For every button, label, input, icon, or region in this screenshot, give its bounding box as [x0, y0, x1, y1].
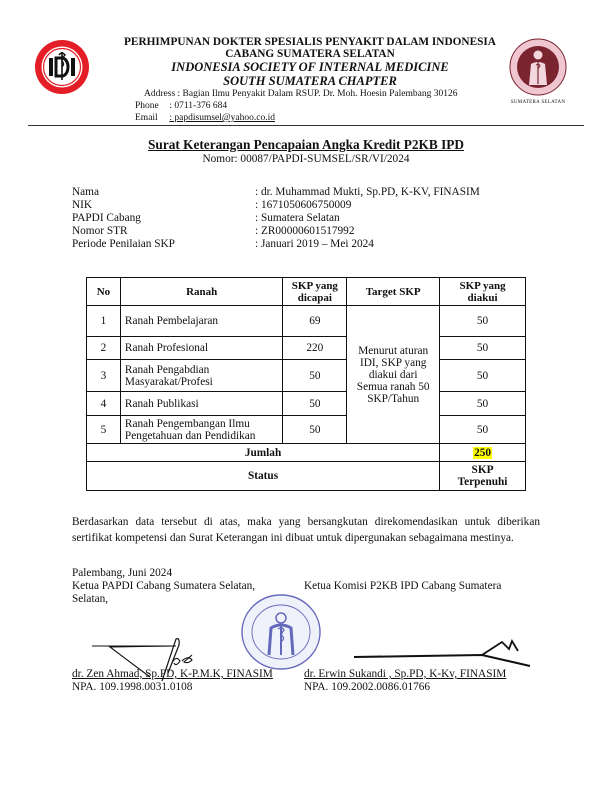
col-diakui: SKP yang diakui	[440, 278, 526, 306]
papdi-logo-caption: SUMATERA SELATAN	[510, 100, 566, 105]
table-row: 1 Ranah Pembelajaran 69 Menurut aturan IDI, SKP yang diakui dari Semua ranah 50 SKP/Tahun 50	[87, 306, 526, 337]
right-signature-icon	[352, 635, 532, 670]
table-row: 3 Ranah Pengabdian Masyarakat/Profesi 50 50	[87, 360, 526, 392]
phone-label: Phone	[135, 101, 159, 111]
info-row-nik: NIK : 1671050606750009	[72, 199, 352, 211]
right-signer-role-cont: Selatan,	[72, 593, 109, 605]
status-row	[87, 462, 526, 491]
org-english-branch: SOUTH SUMATERA CHAPTER	[223, 74, 397, 88]
recommendation-paragraph: Berdasarkan data tersebut di atas, maka yang bersangkutan direkomendasikan untuk diberikan sertifikat kompetensi dan Surat Keterangan ini dibuat untuk dipergunakan sebagaimana mestinya.	[72, 516, 540, 544]
col-target: Target SKP	[347, 278, 440, 306]
col-ranah: Ranah	[120, 278, 283, 306]
table-row: 2 Ranah Profesional 220 50	[87, 337, 526, 360]
info-row-cabang: PAPDI Cabang : Sumatera Selatan	[72, 212, 340, 224]
info-row-str: Nomor STR : ZR00000601517992	[72, 225, 355, 237]
identity-info	[72, 186, 480, 251]
document-title: Surat Keterangan Pencapaian Angka Kredit P2KB IPD	[148, 137, 464, 152]
table-row: 4 Ranah Publikasi 50 50	[87, 392, 526, 416]
right-signer-name: dr. Erwin Sukandi , Sp.PD, K-Kv, FINASIM	[304, 668, 507, 680]
email-link[interactable]: : papdisumsel@yahoo.co.id	[169, 113, 275, 123]
phone-value: : 0711-376 684	[169, 101, 228, 111]
email-label: Email	[135, 113, 158, 123]
org-english-name: INDONESIA SOCIETY OF INTERNAL MEDICINE	[171, 60, 449, 74]
info-row-nama: Nama : dr. Muhammad Mukti, Sp.PD, K-KV, FINASIM	[72, 186, 480, 198]
place-date: Palembang, Juni 2024	[72, 567, 173, 579]
total-row	[87, 444, 526, 462]
info-row-periode: Periode Penilaian SKP : Januari 2019 – Mei 2024	[72, 238, 374, 250]
status-label: Status	[87, 462, 440, 491]
header-divider	[28, 125, 584, 126]
table-row: 5 Ranah Pengembangan Ilmu Pengetahuan dan Pendidikan 50 50	[87, 416, 526, 444]
email-row	[135, 113, 275, 123]
address-row	[144, 89, 457, 99]
address-value: : Bagian Ilmu Penyakit Dalam RSUP. Dr. Moh. Hoesin Palembang 30126	[177, 89, 458, 99]
col-no: No	[87, 278, 121, 306]
official-stamp-icon	[240, 593, 322, 671]
phone-row	[135, 101, 227, 111]
total-value-cell	[440, 444, 526, 462]
document-number: Nomor: 00087/PAPDI-SUMSEL/SR/VI/2024	[202, 153, 410, 165]
status-value: SKP Terpenuhi	[440, 462, 526, 491]
org-branch: CABANG SUMATERA SELATAN	[225, 48, 395, 60]
left-signer-name: dr. Zen Ahmad, Sp.PD, K-P.M.K, FINASIM	[72, 668, 273, 680]
papdi-logo-icon	[503, 38, 573, 100]
org-name: PERHIMPUNAN DOKTER SPESIALIS PENYAKIT DALAM INDONESIA	[124, 36, 496, 48]
target-skp-note: Menurut aturan IDI, SKP yang diakui dari Semua ranah 50 SKP/Tahun	[347, 306, 440, 444]
col-dicapai: SKP yang dicapai	[283, 278, 347, 306]
right-signer-npa: NPA. 109.2002.0086.01766	[304, 681, 431, 693]
idi-logo-icon	[33, 38, 91, 96]
table-header	[87, 278, 526, 306]
right-signer-role: Ketua Komisi P2KB IPD Cabang Sumatera	[304, 580, 502, 592]
skp-table	[86, 277, 526, 491]
total-value: 250	[474, 446, 492, 459]
address-label: Address	[144, 89, 176, 99]
left-signer-role: Ketua PAPDI Cabang Sumatera Selatan,	[72, 580, 256, 592]
total-label: Jumlah	[87, 444, 440, 462]
left-signer-npa: NPA. 109.1998.0031.0108	[72, 681, 193, 693]
